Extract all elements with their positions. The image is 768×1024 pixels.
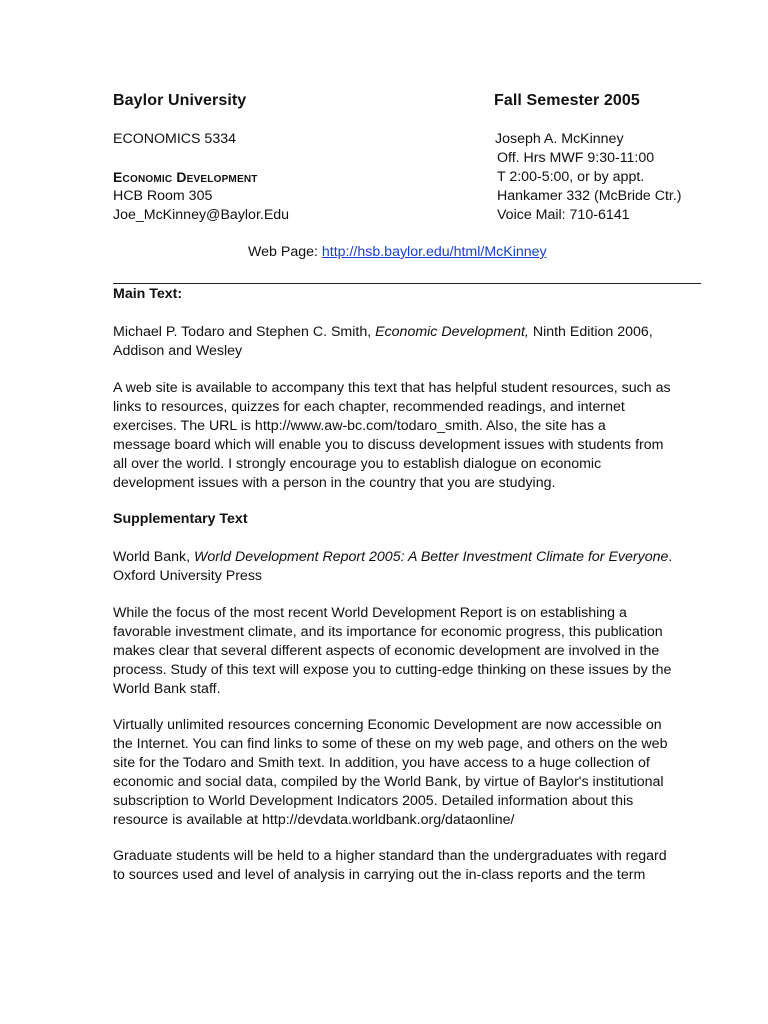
header-divider xyxy=(113,283,701,284)
supplementary-paragraph-1 xyxy=(113,604,713,699)
paragraph-line: makes clear that several different aspects of economic development are involved in the xyxy=(113,642,660,659)
paragraph-line: process. Study of this text will expose you to cutting-edge thinking on these issues by the xyxy=(113,661,672,678)
web-page-label: Web Page: xyxy=(248,244,322,260)
office-hours-2: T 2:00-5:00, or by appt. xyxy=(497,169,645,185)
web-page-line xyxy=(248,243,547,262)
syllabus-page xyxy=(113,0,713,1024)
paragraph-line: resource is available at http://devdata.worldbank.org/dataonline/ xyxy=(113,811,515,828)
paragraph-line: development issues with a person in the country that you are studying. xyxy=(113,474,556,491)
paragraph-line: subscription to World Development Indicators 2005. Detailed information about this xyxy=(113,792,634,809)
supplementary-paragraph-2 xyxy=(113,716,713,829)
office-location: Hankamer 332 (McBride Ctr.) xyxy=(497,188,682,204)
paragraph-line: economic and social data, compiled by the World Bank, by virtue of Baylor's institutional xyxy=(113,773,664,790)
office-hours-1: Off. Hrs MWF 9:30-11:00 xyxy=(497,150,655,166)
instructor-name: Joseph A. McKinney xyxy=(495,131,624,147)
main-citation-title: Economic Development, xyxy=(375,324,529,340)
paragraph-line: While the focus of the most recent World Development Report is on establishing a xyxy=(113,605,627,621)
main-text-paragraph xyxy=(113,379,713,492)
course-title: Economic Development xyxy=(113,169,258,185)
paragraph-line: exercises. The URL is http://www.aw-bc.com/todaro_smith. Also, the site has a xyxy=(113,417,606,434)
paragraph-line: Graduate students will be held to a higher standard than the undergraduates with regard xyxy=(113,848,667,864)
paragraph-line: site for the Todaro and Smith text. In addition, you have access to a huge collection of xyxy=(113,754,650,771)
room: HCB Room 305 xyxy=(113,188,213,204)
supplementary-paragraph-3 xyxy=(113,847,713,885)
paragraph-line: to sources used and level of analysis in carrying out the in-class reports and the term xyxy=(113,866,646,883)
course-number: ECONOMICS 5334 xyxy=(113,131,236,147)
paragraph-line: Virtually unlimited resources concerning Economic Development are now accessible on xyxy=(113,717,662,733)
paragraph-line: A web site is available to accompany this text that has helpful student resources, such as xyxy=(113,380,671,396)
main-text-citation xyxy=(113,323,713,361)
main-citation-prefix: Michael P. Todaro and Stephen C. Smith, xyxy=(113,324,376,340)
paragraph-line: links to resources, quizzes for each chapter, recommended readings, and internet xyxy=(113,398,625,415)
supp-citation-title: World Development Report 2005: A Better Investment Climate for Everyone xyxy=(193,549,669,565)
web-page-link[interactable]: http://hsb.baylor.edu/html/McKinney xyxy=(321,244,547,260)
paragraph-line: the Internet. You can find links to some of these on my web page, and others on the web xyxy=(113,735,668,752)
email: Joe_McKinney@Baylor.Edu xyxy=(113,207,290,223)
main-text-heading: Main Text: xyxy=(113,286,183,302)
main-citation-publisher: Addison and Wesley xyxy=(113,342,243,359)
paragraph-line: message board which will enable you to discuss development issues with students from xyxy=(113,436,664,453)
semester: Fall Semester 2005 xyxy=(494,92,640,109)
voice-mail: Voice Mail: 710-6141 xyxy=(497,207,630,223)
paragraph-line: favorable investment climate, and its importance for economic progress, this publication xyxy=(113,623,663,640)
university-name: Baylor University xyxy=(113,92,247,109)
main-citation-suffix: Ninth Edition 2006, xyxy=(528,324,653,340)
supplementary-text-heading: Supplementary Text xyxy=(113,511,248,527)
paragraph-line: all over the world. I strongly encourage you to establish dialogue on economic xyxy=(113,455,602,472)
supp-citation-prefix: World Bank, xyxy=(113,549,194,565)
supp-citation-suffix: . xyxy=(668,549,673,565)
supp-citation-publisher: Oxford University Press xyxy=(113,567,263,584)
paragraph-line: World Bank staff. xyxy=(113,680,221,697)
supplementary-citation xyxy=(113,548,713,586)
